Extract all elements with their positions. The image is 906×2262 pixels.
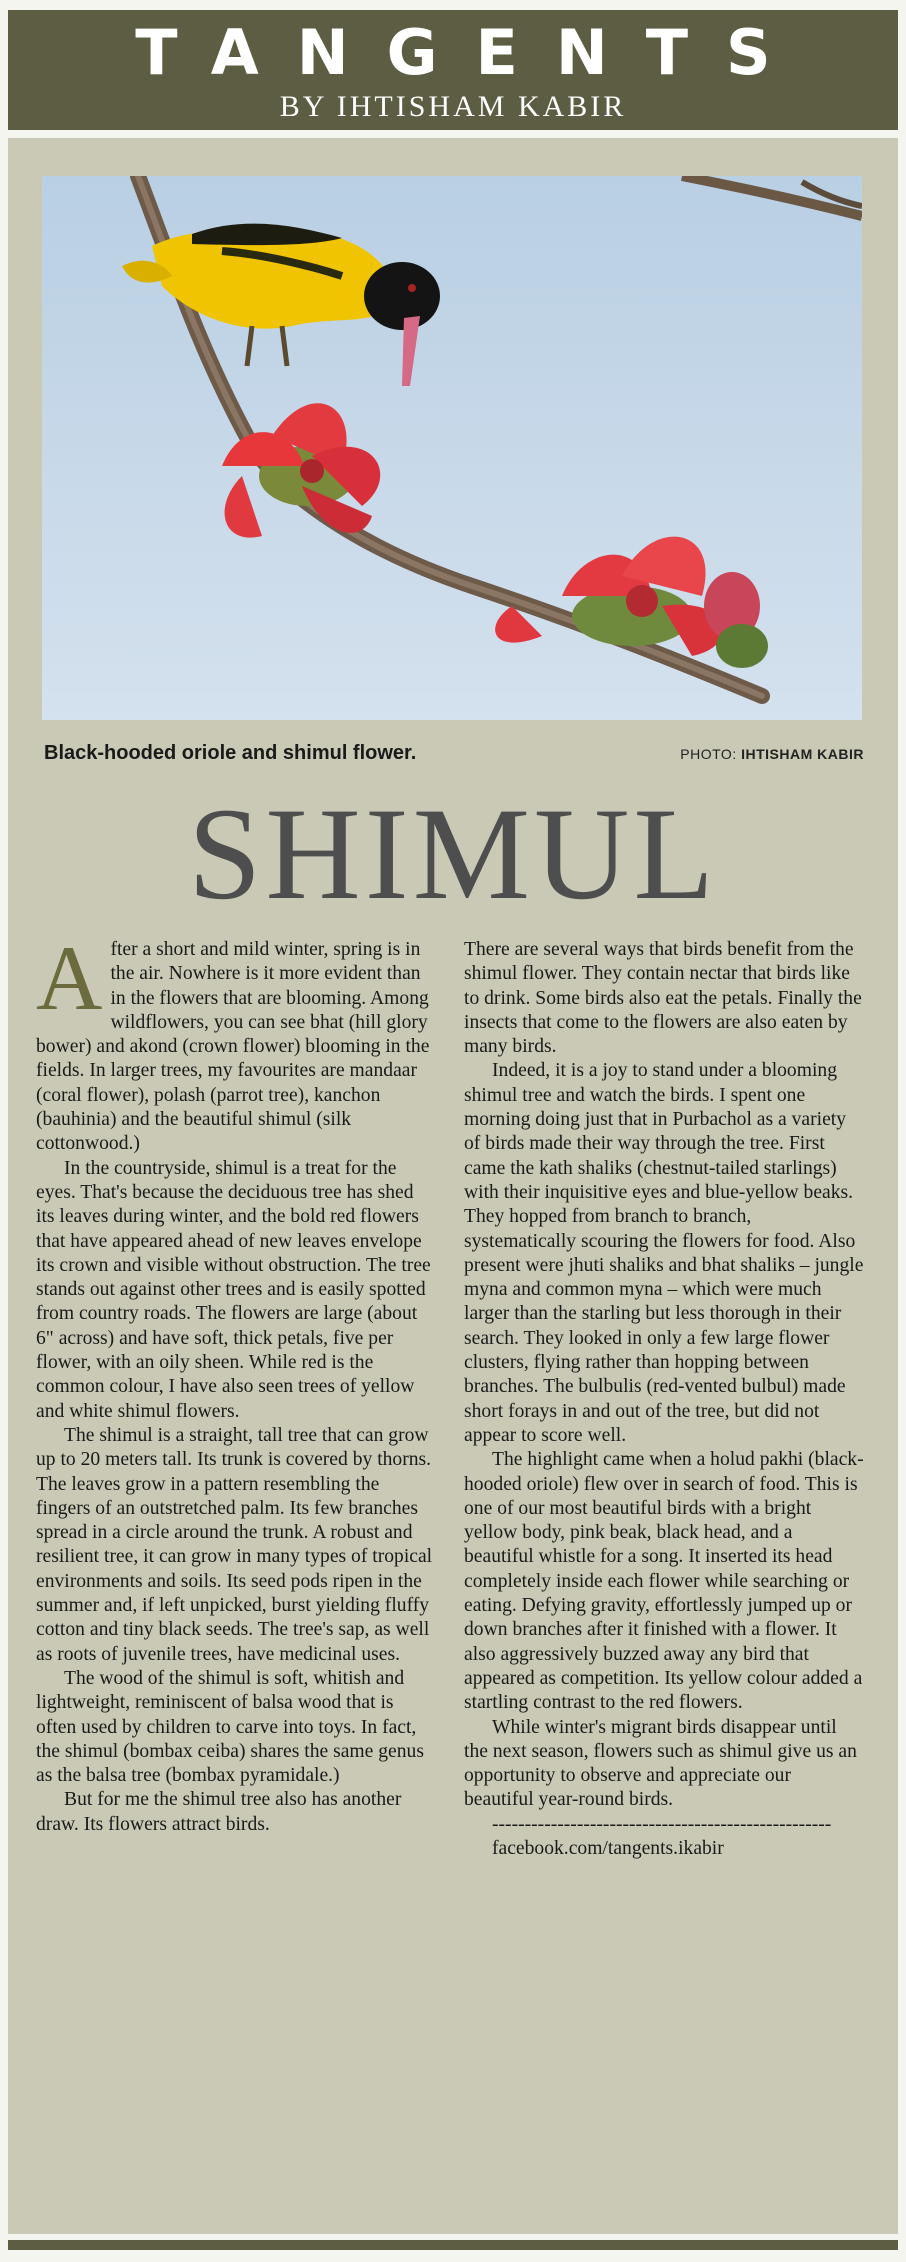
- photo-caption: Black-hooded oriole and shimul flower.: [44, 742, 417, 764]
- paragraph: The wood of the shimul is soft, whitish and lightweight, reminiscent of balsa wood that is often used by children to carve into toys. In fact, the shimul (bombax ceiba) shares the same genus as the balsa tree (bombax pyramidale.): [36, 1667, 424, 1787]
- oriole-photo: [42, 176, 862, 720]
- photo-credit-label: PHOTO:: [680, 746, 742, 762]
- paragraph: In the countryside, shimul is a treat for the eyes. That's because the deciduous tree has shed its leaves during winter, and the bold red flowers that have appeared ahead of new leaves envelope its crown and visible without obstruction. The tree stands out against other trees and is easily spotted from country roads. The flowers are large (about 6" across) and have soft, thick petals, five per flower, with an oily sheen. While red is the common colour, I have also seen trees of yellow and white shimul flowers.: [36, 1157, 431, 1422]
- paragraph: There are several ways that birds benefit from the shimul flower. They contain nectar that birds like to drink. Some birds also eat the petals. Finally the insects that come to the flowers are also eaten by many birds.: [464, 939, 862, 1058]
- column-title: TANGENTS: [135, 16, 809, 89]
- bottom-bar: [8, 2240, 898, 2250]
- paragraph: The highlight came when a holud pakhi (black-hooded oriole) flew over in search of food. This is one of our most beautiful birds with a bright yellow body, pink beak, black head, and a beautiful whistle for a song. It inserted its head completely inside each flower while searching or eating. Defying gravity, effortlessly jumped up or down branches after it finished with a flower. It also aggressively buzzed away any bird that appeared as competition. Its yellow colour added a startling contrast to the red flowers.: [464, 1449, 864, 1714]
- masthead: [8, 10, 898, 130]
- divider-line: ----------------------------------------------------: [492, 1813, 832, 1835]
- paragraph: The shimul is a straight, tall tree that can grow up to 20 meters tall. Its trunk is covered by thorns. The leaves grow in a pattern resembling the fingers of an outstretched palm. Its few branches spread in a circle around the trunk. A robust and resilient tree, it can grow in many types of tropical environments and soils. Its seed pods ripen in the summer and, if left unpicked, burst yielding fluffy cotton and tiny black seeds. The tree's sap, as well as roots of juvenile trees, have medicinal uses.: [36, 1424, 433, 1665]
- article-column-1: [36, 927, 436, 1837]
- article-column-2: [464, 938, 864, 1861]
- paragraph: But for me the shimul tree also has another draw. Its flowers attract birds.: [36, 1789, 402, 1835]
- paragraph: While winter's migrant birds disappear until the next season, flowers such as shimul give us an opportunity to observe and appreciate our beautiful year-round birds.: [464, 1716, 857, 1811]
- drop-cap: A: [36, 927, 103, 1029]
- byline: BY IHTISHAM KABIR: [279, 90, 627, 123]
- photo-credit-name: IHTISHAM KABIR: [741, 746, 864, 762]
- facebook-link[interactable]: facebook.com/tangents.ikabir: [492, 1837, 724, 1859]
- oriole-illustration: [42, 176, 862, 720]
- paragraph: After a short and mild winter, spring is in the air. Nowhere is it more evident than in the flowers that are blooming. Among wildflowers, you can see bhat (hill glory bower) and akond (crown flower) blooming in the fields. In larger trees, my favourites are mandaar (coral flower), polash (parrot tree), kanchon (bauhinia) and the beautiful shimul (silk cottonwood.): [36, 927, 430, 1155]
- headline: SHIMUL: [187, 780, 719, 927]
- photo-credit: [680, 746, 864, 762]
- article-panel: [8, 138, 898, 2234]
- paragraph: Indeed, it is a joy to stand under a blooming shimul tree and watch the birds. I spent one morning doing just that in Purbachol as a variety of birds made their way through the tree. First came the kath shaliks (chestnut-tailed starlings) with their inquisitive eyes and blue-yellow beaks. They hopped from branch to branch, systematically scouring the flowers for food. Also present were jhuti shaliks and bhat shaliks – jungle myna and common myna – which were much larger than the starling but less thorough in their search. They looked in only a few large flower clusters, flying rather than hopping between branches. The bulbulis (red-vented bulbul) made short forays in and out of the tree, but did not appear to score well.: [464, 1060, 864, 1446]
